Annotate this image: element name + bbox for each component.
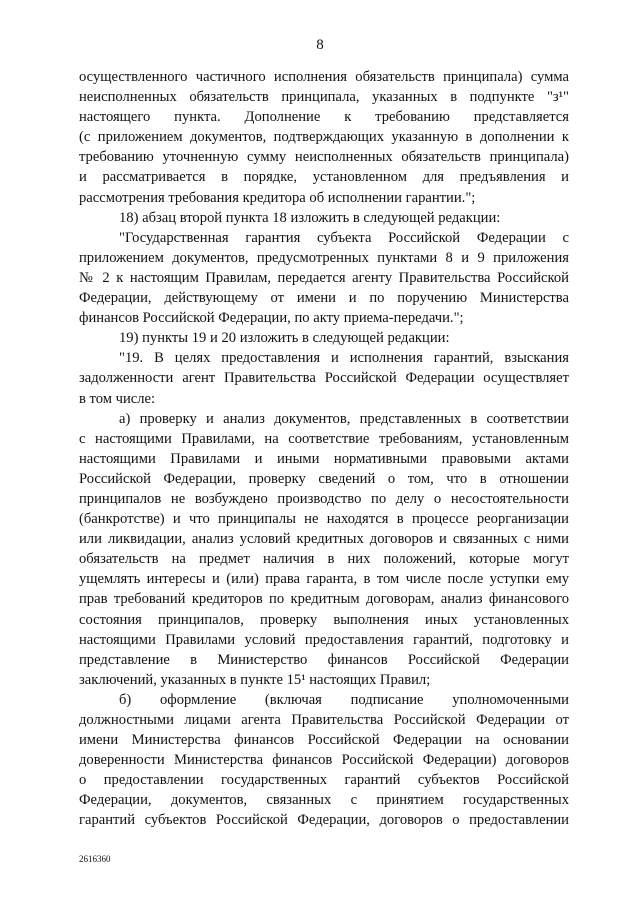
- text-line: а) проверку и анализ документов, представленных в соответствии: [119, 410, 569, 427]
- text-line: о предоставлении государственных гарантий субъектов Российской: [79, 772, 569, 789]
- text-line: принципалов не возбуждено производство по делу о несостоятельности: [79, 490, 569, 507]
- text-line: заключений, указанных в пункте 15¹ настоящих Правил;: [79, 671, 431, 688]
- text-line: должностными лицами агента Правительства Российской Федерации от: [79, 712, 569, 728]
- text-line: задолженности агент Правительства Российской Федерации осуществляет: [79, 370, 569, 387]
- text-line: состояния принципалов, проверку выполнения иных установленных: [79, 611, 569, 628]
- text-line: требованию уточненную сумму неисполненных обязательств принципала): [79, 149, 569, 166]
- text-line: осуществленного частичного исполнения обязательств принципала) сумма: [79, 69, 569, 85]
- text-line: настоящими Правилами и иными нормативными правовыми актами: [79, 450, 569, 467]
- text-line: гарантий субъектов Российской Федерации, договоров о предоставлении: [79, 812, 569, 829]
- text-line: б) оформление (включая подписание уполномоченными: [119, 691, 569, 708]
- text-line: рассмотрения требования кредитора об исполнении гарантии.";: [79, 189, 476, 206]
- text-line: 18) абзац второй пункта 18 изложить в следующей редакции:: [119, 209, 501, 226]
- text-line: "19. В целях предоставления и исполнения гарантий, взыскания: [119, 350, 569, 367]
- text-line: и рассматривается в порядке, установленном для предъявления и: [79, 169, 569, 186]
- text-line: в том числе:: [79, 390, 156, 407]
- text-line: доверенности Министерства финансов Российской Федерации) договоров: [79, 752, 569, 769]
- text-line: (банкротстве) и что принципалы не находятся в процессе реорганизации: [79, 511, 569, 528]
- text-line: приложением документов, предусмотренных пунктами 8 и 9 приложения: [79, 249, 569, 266]
- text-line: Федерации, документов, связанных с принятием государственных: [79, 792, 569, 809]
- text-line: настоящими Правилами условий предоставления гарантий, подготовку и: [79, 631, 569, 648]
- text-line: Российской Федерации, проверку сведений о том, что в отношении: [79, 470, 569, 487]
- text-line: с настоящими Правилами, на соответствие требованиям, установленным: [79, 430, 569, 447]
- text-line: или ликвидации, анализ условий кредитных договоров и связанных с ними: [79, 531, 569, 548]
- text-line: Федерации, действующему от имени и по поручению Министерства: [79, 290, 569, 307]
- text-line: прав требований кредиторов по кредитным договорам, анализ финансового: [79, 591, 569, 608]
- text-line: обязательств на предмет наличия в них положений, которые могут: [79, 551, 569, 568]
- text-line: финансов Российской Федерации, по акту приема-передачи.";: [79, 310, 464, 327]
- page-number: 8: [316, 37, 324, 53]
- text-line: неисполненных обязательств принципала, указанных в подпункте "з¹": [79, 89, 569, 106]
- text-line: № 2 к настоящим Правилам, передается агенту Правительства Российской: [79, 269, 569, 286]
- text-line: представление в Министерство финансов Российской Федерации: [79, 651, 569, 668]
- text-line: 19) пункты 19 и 20 изложить в следующей редакции:: [119, 330, 450, 347]
- text-line: ущемлять интересы и (или) права гаранта, в том числе после уступки ему: [79, 571, 569, 588]
- document-id: 2616360: [79, 854, 111, 864]
- text-line: имени Министерства финансов Российской Федерации на основании: [79, 732, 569, 749]
- text-line: (с приложением документов, подтверждающих указанную в дополнении к: [79, 129, 569, 146]
- text-line: "Государственная гарантия субъекта Российской Федерации с: [119, 229, 569, 246]
- text-line: настоящего пункта. Дополнение к требованию представляется: [79, 109, 569, 126]
- document-body: [79, 67, 569, 831]
